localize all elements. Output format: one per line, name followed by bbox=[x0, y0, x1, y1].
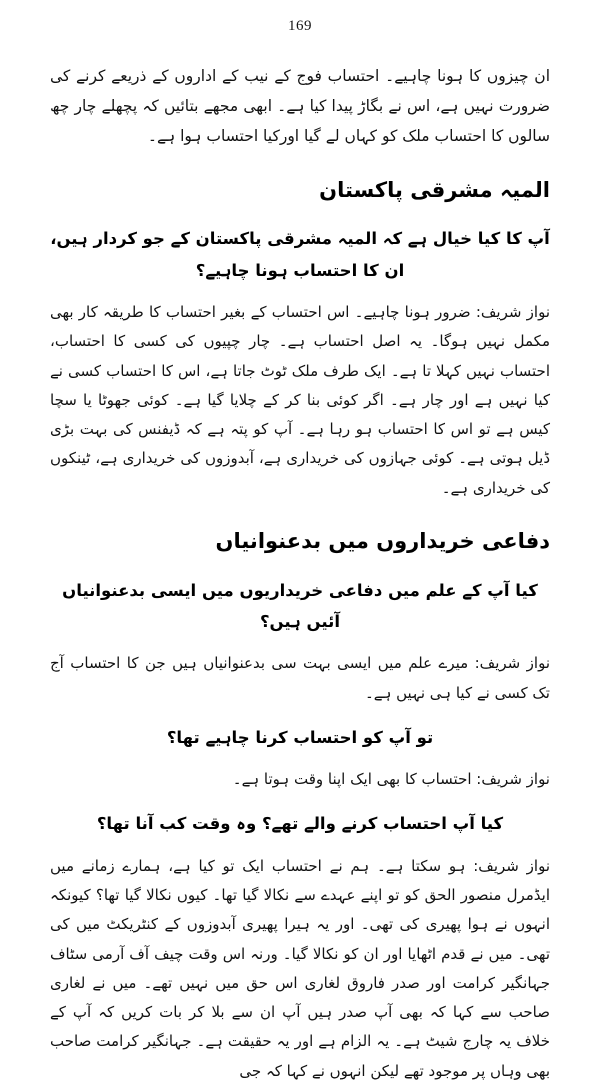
section-heading-1: المیہ مشرقی پاکستان bbox=[319, 177, 550, 202]
question-4: کیا آپ احتساب کرنے والے تھے؟ وہ وقت کب آنا تھا؟ bbox=[96, 814, 504, 834]
question-1: آپ کا کیا خیال ہے کہ المیہ مشرقی پاکستان کے جو کردار ہیں، ان کا احتساب ہونا چاہیے؟ bbox=[50, 229, 550, 280]
page-body bbox=[50, 61, 550, 1086]
question-3: تو آپ کو احتساب کرنا چاہیے تھا؟ bbox=[166, 727, 434, 747]
answer-4: نواز شریف: ہو سکتا ہے۔ ہم نے احتساب ایک تو کیا ہے، ہمارے زمانے میں ایڈمرل منصور الحق کو تو اپنے عہدے سے نکالا گیا تھا۔ کیوں نکالا گیا تھا؟ کیونکہ انہوں نے ہوا پھیری کی تھی۔ اور یہ ہیرا پھیری آبدوزوں کے کنٹریکٹ میں کی تھی۔ میں نے قدم اٹھایا اور ان کو نکالا گیا۔ ورنہ اس وقت چیف آف آرمی سٹاف جہانگیر کرامت اور صدر فاروق لغاری اس حق میں نہیں تھے۔ میں نے لغاری صاحب سے کہا کہ بھی آپ صدر ہیں آپ ان سے بلا کر بات کریں کہ آپ کے خلاف یہ چارج شیٹ ہے۔ یہ الزام ہے اور یہ حقیقت ہے۔ جہانگیر کرامت صاحب بھی وہاں پر موجود تھے لیکن انہوں نے کہا کہ جی bbox=[50, 856, 550, 1080]
answer-2: نواز شریف: میرے علم میں ایسی بہت سی بدعنوانیاں ہیں جن کا احتساب آج تک کسی نے کیا ہی نہیں ہے۔ bbox=[50, 654, 550, 702]
page-number: 169 bbox=[288, 18, 312, 34]
answer-1: نواز شریف: ضرور ہونا چاہیے۔ اس احتساب کے بغیر احتساب کا طریقہ کار بھی مکمل نہیں ہوگا۔ یہ اصل احتساب ہے۔ چار چپیوں کی کسی کا احتساب، احتساب نہیں کہلا تا ہے۔ ایک طرف ملک ٹوٹ جاتا ہے، اس کا احتساب کسی نے کیا نہیں ہے اور چار ہے۔ اگر کوئی بنا کر کے چلایا گیا ہے۔ کوئی جھوٹا یا سچا کیس ہے تو اس کا احتساب ہو رہا ہے۔ آپ کو پتہ ہے کہ ڈیفنس کی بہت بڑی ڈیل ہوتی ہے۔ کوئی جہازوں کی خریداری ہے، آبدوزوں کی خریداری ہے، ٹینکوں کی خریداری ہے۔ bbox=[50, 303, 550, 497]
section-heading-2: دفاعی خریداروں میں بدعنوانیاں bbox=[215, 528, 550, 553]
intro-paragraph: ان چیزوں کا ہونا چاہیے۔ احتساب فوج کے نیب کے اداروں کے ذریعے کرنے کی ضرورت نہیں ہے، اس نے بگاڑ پیدا کیا ہے۔ ابھی مجھے بتائیں کہ پچھلے چار چھ سالوں کا احتساب ملک کو کہاں لے گیا اورکیا احتساب ہوا ہے۔ bbox=[50, 67, 550, 146]
question-2: کیا آپ کے علم میں دفاعی خریداریوں میں ایسی بدعنوانیاں آئیں ہیں؟ bbox=[62, 580, 538, 632]
answer-3: نواز شریف: احتساب کا بھی ایک اپنا وقت ہوتا ہے۔ bbox=[232, 770, 550, 789]
